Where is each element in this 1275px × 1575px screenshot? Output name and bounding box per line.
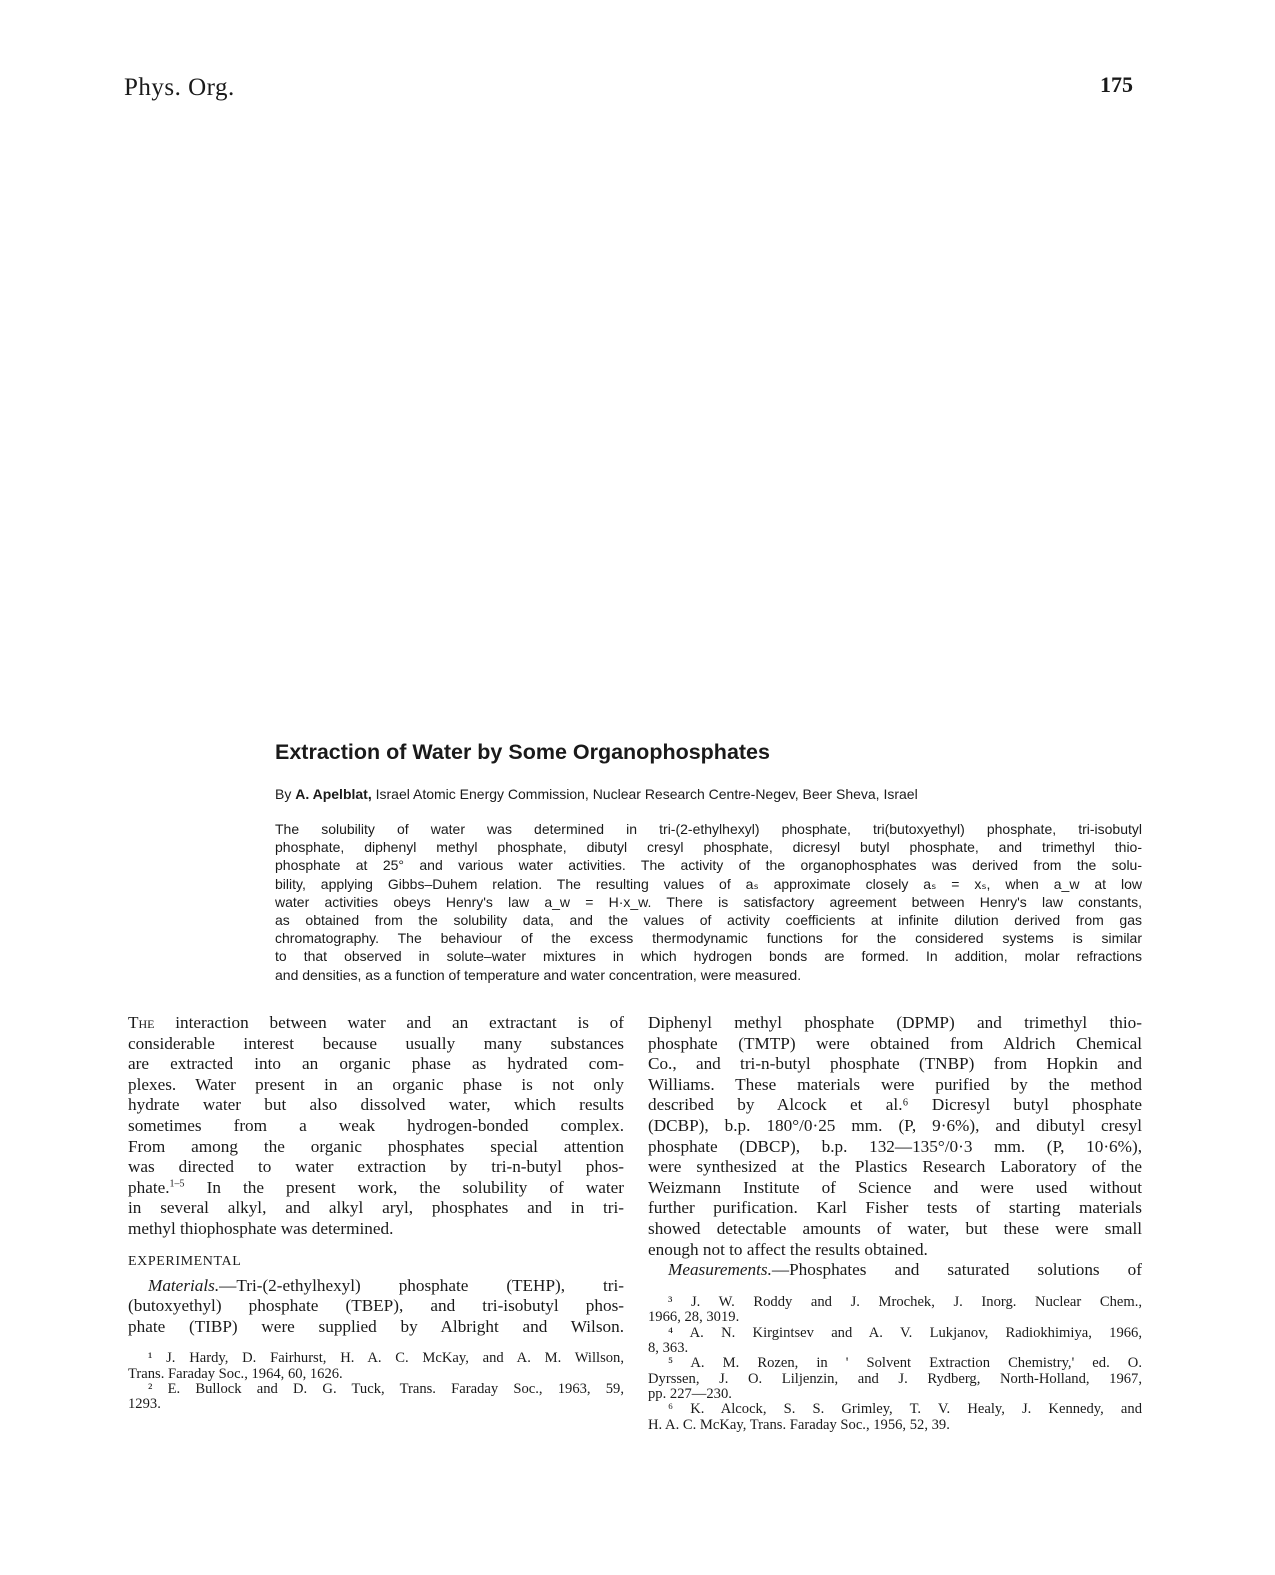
footnote-line: H. A. C. McKay, Trans. Faraday Soc., 1956, 52, 39.	[648, 1416, 950, 1433]
footnotes	[648, 1295, 1142, 1434]
body-text: phate.	[128, 1177, 170, 1197]
abstract-line: phosphate, diphenyl methyl phosphate, dibutyl cresyl phosphate, dicresyl butyl phosphate, and trimethyl thio-	[275, 839, 1142, 856]
left-column	[128, 1013, 624, 1413]
body-line	[128, 1276, 624, 1297]
byline	[275, 786, 1155, 802]
body-text: interaction between water and an extractant is of	[154, 1013, 624, 1032]
body-line	[128, 1178, 624, 1199]
abstract-line: to that observed in solute–water mixtures in which hydrogen bonds are formed. In addition, molar refractions	[275, 948, 1142, 965]
body-line: phate (TIBP) were supplied by Albright and Wilson.	[128, 1316, 624, 1336]
body-line: phosphate (DBCP), b.p. 132—135°/0·3 mm. (P, 10·6%),	[648, 1136, 1142, 1156]
abstract-line: bility, applying Gibbs–Duhem relation. The resulting values of aₛ approximate closely aₛ = xₛ, when a_w at low	[275, 875, 1142, 892]
right-column	[648, 1013, 1142, 1433]
body-line: Weizmann Institute of Science and were used without	[648, 1177, 1142, 1197]
body-line	[128, 1013, 624, 1034]
byline-prefix: By	[275, 786, 292, 802]
body-line: was directed to water extraction by tri-n-butyl phos-	[128, 1157, 624, 1177]
body-line: Diphenyl methyl phosphate (DPMP) and trimethyl thio-	[648, 1013, 1142, 1032]
abstract-line: and densities, as a function of temperature and water concentration, were measured.	[275, 966, 802, 983]
body-text: In the present work, the solubility of water	[184, 1177, 624, 1197]
footnote-line: pp. 227—230.	[648, 1386, 732, 1403]
reference-marker: 1–5	[169, 1178, 185, 1190]
body-line: further purification. Karl Fisher tests of starting materials	[648, 1198, 1142, 1218]
footnote-line: Dyrssen, J. O. Liljenzin, and J. Rydberg, North-Holland, 1967,	[648, 1370, 1142, 1387]
body-line: phosphate (TMTP) were obtained from Aldrich Chemical	[648, 1033, 1142, 1053]
footnote-line: Trans. Faraday Soc., 1964, 60, 1626.	[128, 1365, 343, 1382]
body-line	[648, 1260, 1142, 1281]
body-line: showed detectable amounts of water, but these were small	[648, 1218, 1142, 1238]
section-heading: EXPERIMENTAL	[128, 1253, 242, 1269]
body-line: hydrate water but also dissolved water, which results	[128, 1095, 624, 1115]
body-line: methyl thiophosphate was determined.	[128, 1218, 394, 1238]
footnote-line: ³ J. W. Roddy and J. Mrochek, J. Inorg. Nuclear Chem.,	[668, 1293, 1142, 1310]
abstract-line: as obtained from the solubility data, and the values of activity coefficients at infinite dilution derived from gas	[275, 911, 1142, 928]
subsection-label: Materials.	[148, 1275, 220, 1295]
body-line: were synthesized at the Plastics Research Laboratory of the	[648, 1157, 1142, 1177]
affiliation: Israel Atomic Energy Commission, Nuclear Research Centre-Negev, Beer Sheva, Israel	[375, 786, 918, 802]
body-line: in several alkyl, and alkyl aryl, phosphates and in tri-	[128, 1198, 624, 1218]
abstract-line: water activities obeys Henry's law a_w = H·x_w. There is satisfactory agreement between Henry's law constants,	[275, 893, 1142, 910]
body-line: described by Alcock et al.⁶ Dicresyl butyl phosphate	[648, 1095, 1142, 1115]
body-line: are extracted into an organic phase as hydrated com-	[128, 1054, 624, 1074]
abstract	[275, 820, 1142, 984]
body-line: From among the organic phosphates special attention	[128, 1136, 624, 1156]
footnotes	[128, 1351, 624, 1413]
body-line: (DCBP), b.p. 180°/0·25 mm. (P, 9·6%), and dibutyl cresyl	[648, 1115, 1142, 1135]
author-name: A. Apelblat,	[295, 786, 372, 802]
footnote-line: ⁵ A. M. Rozen, in ' Solvent Extraction Chemistry,' ed. O.	[668, 1355, 1142, 1372]
intro-first-word: The	[128, 1013, 155, 1032]
body-text: —Phosphates and saturated solutions of	[771, 1260, 1142, 1280]
abstract-line: chromatography. The behaviour of the excess thermodynamic functions for the considered systems is similar	[275, 930, 1142, 947]
article-title: Extraction of Water by Some Organophosphates	[275, 740, 770, 764]
body-line: plexes. Water present in an organic phase is not only	[128, 1074, 624, 1094]
body-line: considerable interest because usually many substances	[128, 1033, 624, 1053]
running-head: Phys. Org.	[124, 74, 235, 101]
footnote-line: ⁶ K. Alcock, S. S. Grimley, T. V. Healy, J. Kennedy, and	[668, 1401, 1142, 1418]
footnote-line: 1966, 28, 3019.	[648, 1309, 740, 1326]
body-text: —Tri-(2-ethylhexyl) phosphate (TEHP), tri-	[219, 1275, 624, 1295]
subsection-label: Measurements.	[668, 1260, 772, 1280]
footnote-line: 8, 363.	[648, 1339, 689, 1356]
footnote-line: 1293.	[128, 1396, 161, 1413]
footnote-line: ² E. Bullock and D. G. Tuck, Trans. Faraday Soc., 1963, 59,	[148, 1381, 624, 1398]
page-number: 175	[1100, 72, 1133, 97]
abstract-line: The solubility of water was determined in tri-(2-ethylhexyl) phosphate, tri(butoxyethyl) phosphate, tri-isobutyl	[275, 821, 1142, 837]
footnote-line: ⁴ A. N. Kirgintsev and A. V. Lukjanov, Radiokhimiya, 1966,	[668, 1324, 1142, 1341]
body-line: Williams. These materials were purified by the method	[648, 1074, 1142, 1094]
body-line: Co., and tri-n-butyl phosphate (TNBP) from Hopkin and	[648, 1054, 1142, 1074]
body-line: sometimes from a weak hydrogen-bonded complex.	[128, 1115, 624, 1135]
footnote-line: ¹ J. Hardy, D. Fairhurst, H. A. C. McKay, and A. M. Willson,	[148, 1350, 624, 1367]
abstract-line: phosphate at 25° and various water activities. The activity of the organophosphates was derived from the solu-	[275, 857, 1142, 874]
body-line: enough not to affect the results obtained.	[648, 1239, 928, 1259]
body-line: (butoxyethyl) phosphate (TBEP), and tri-isobutyl phos-	[128, 1296, 624, 1316]
